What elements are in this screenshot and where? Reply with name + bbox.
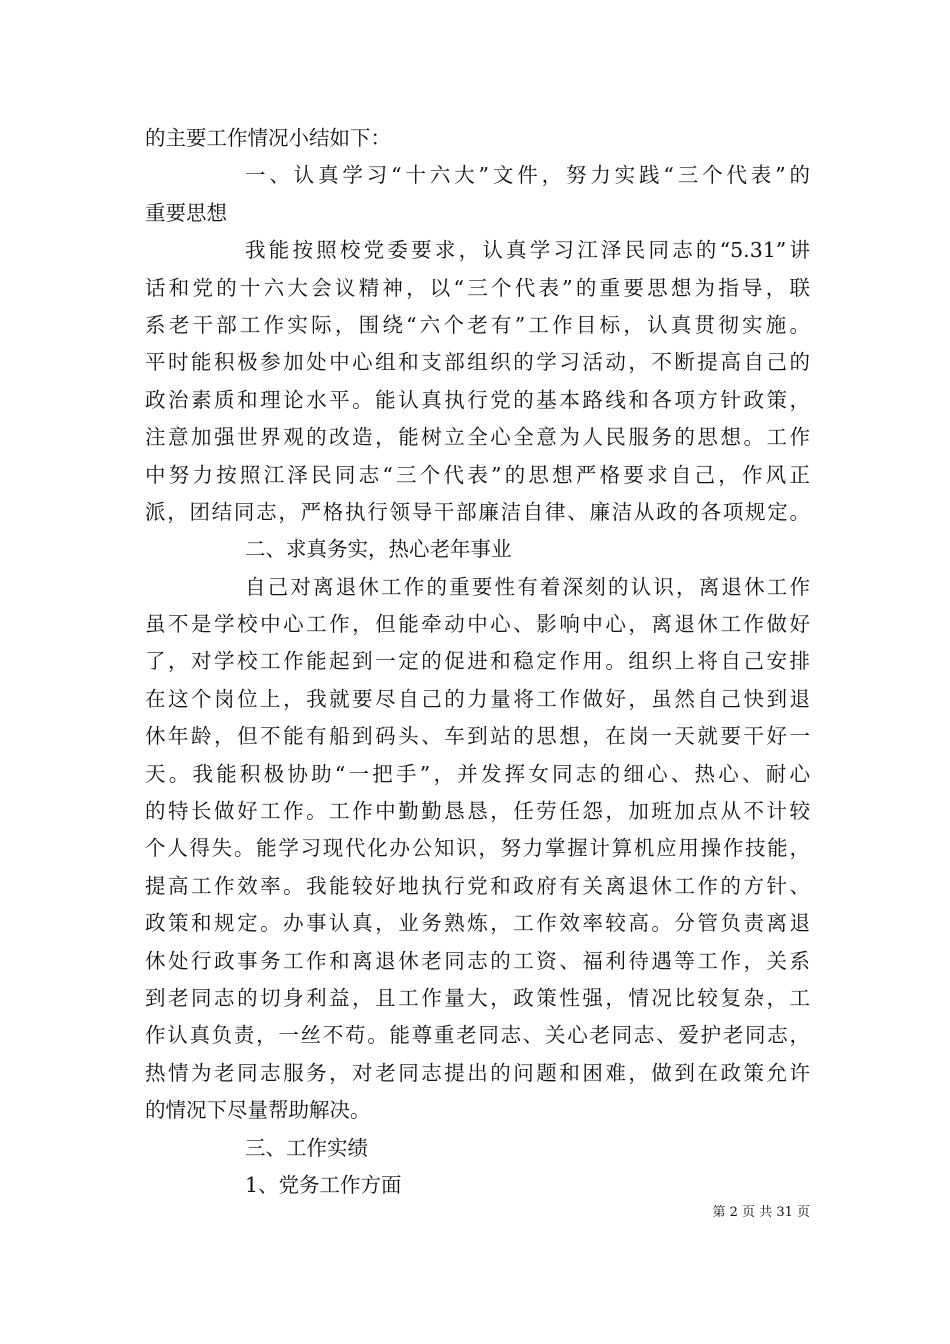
text-line: 虽不是学校中心工作，但能牵动中心、影响中心，离退休工作做好 xyxy=(145,612,810,637)
text-line: 话和党的十六大会议精神，以“三个代表”的重要思想为指导，联 xyxy=(145,275,810,300)
text-line: 热情为老同志服务，对老同志提出的问题和困难，做到在政策允许 xyxy=(145,1060,810,1085)
text-line: 平时能积极参加处中心组和支部组织的学习活动，不断提高自己的 xyxy=(145,350,810,375)
text-line: 中努力按照江泽民同志“三个代表”的思想严格要求自己，作风正 xyxy=(145,462,810,487)
text-line: 的主要工作情况小结如下： xyxy=(145,126,391,150)
section-heading-continuation: 重要思想 xyxy=(145,200,227,225)
text-line: 休年龄，但不能有船到码头、车到站的思想，在岗一天就要干好一 xyxy=(145,724,810,749)
text-line: 天。我能积极协助“一把手”，并发挥女同志的细心、热心、耐心 xyxy=(145,761,810,786)
text-line: 个人得失。能学习现代化办公知识，努力掌握计算机应用操作技能， xyxy=(145,836,810,861)
page-number: 第 2 页 共 31 页 xyxy=(712,1205,810,1220)
text-line: 休处行政事务工作和离退休老同志的工资、福利待遇等工作，关系 xyxy=(145,948,810,973)
text-line: 派，团结同志，严格执行领导干部廉洁自律、廉洁从政的各项规定。 xyxy=(145,499,810,524)
text-line: 我能按照校党委要求，认真学习江泽民同志的“5.31”讲 xyxy=(245,238,810,263)
section-heading: 三、工作实绩 xyxy=(245,1135,368,1160)
text-line: 作认真负责，一丝不苟。能尊重老同志、关心老同志、爱护老同志， xyxy=(145,1023,810,1048)
text-line: 自己对离退休工作的重要性有着深刻的认识，离退休工作 xyxy=(245,574,810,599)
document-body xyxy=(145,120,810,1204)
text-line: 了，对学校工作能起到一定的促进和稳定作用。组织上将自己安排 xyxy=(145,649,810,674)
text-line: 到老同志的切身利益，且工作量大，政策性强，情况比较复杂，工 xyxy=(145,985,810,1010)
text-line: 的特长做好工作。工作中勤勤恳恳，任劳任怨，加班加点从不计较 xyxy=(145,799,810,824)
text-line: 注意加强世界观的改造，能树立全心全意为人民服务的思想。工作 xyxy=(145,425,810,450)
section-heading: 一、认真学习“十六大”文件，努力实践“三个代表”的 xyxy=(245,163,810,188)
subsection-heading: 1、党务工作方面 xyxy=(245,1172,402,1197)
text-line: 提高工作效率。我能较好地执行党和政府有关离退休工作的方针、 xyxy=(145,873,810,898)
text-line: 的情况下尽量帮助解决。 xyxy=(145,1098,371,1123)
text-line: 政策和规定。办事认真，业务熟炼，工作效率较高。分管负责离退 xyxy=(145,911,810,936)
section-heading: 二、求真务实，热心老年事业 xyxy=(245,537,512,562)
text-line: 政治素质和理论水平。能认真执行党的基本路线和各项方针政策， xyxy=(145,387,810,412)
text-line: 在这个岗位上，我就要尽自己的力量将工作做好，虽然自己快到退 xyxy=(145,686,810,711)
text-line: 系老干部工作实际，围绕“六个老有”工作目标，认真贯彻实施。 xyxy=(145,312,810,337)
